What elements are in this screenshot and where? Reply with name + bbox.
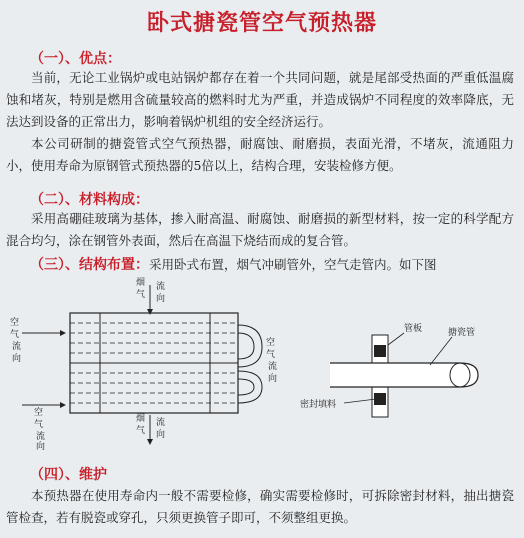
page-title: 卧式搪瓷管空气预热器	[146, 10, 377, 36]
svg-text:向: 向	[156, 430, 166, 440]
air-inlet-top-arrow	[22, 330, 66, 336]
tube-plate-detail	[330, 335, 478, 417]
flue-gas-top-label	[136, 276, 165, 304]
svg-text:气: 气	[136, 290, 146, 300]
svg-text:空: 空	[266, 338, 276, 348]
enamel-tube-label: 搪瓷管	[448, 328, 476, 338]
section-3-inline-text: 采用卧式布置，烟气冲刷管外，空气走管内。如下图	[149, 257, 437, 272]
svg-text:空: 空	[10, 318, 20, 328]
section-4-paragraph-1: 本预热器在使用寿命内一般不需要检修，确实需要检修时，可拆除密封材料，抽出搪瓷管检查，若有脱瓷或穿孔，只须更换管子即可，不须整组更换。	[6, 488, 514, 525]
svg-text:流: 流	[12, 342, 22, 352]
flue-gas-bottom-label	[136, 412, 165, 440]
section-1-paragraph-2: 本公司研制的搪瓷管式空气预热器，耐腐蚀、耐磨损，表面光滑，不堵灰，流通阻力小，使用寿命为原钢管式预热器的5倍以上，结构合理，安装检修方便。	[6, 136, 514, 173]
section-2-heading: （二）、材料构成：	[30, 192, 149, 208]
section-1-paragraph-1: 当前，无论工业锅炉或电站锅炉都存在着一个共同问题，就是尾部受热面的严重低温腐蚀和堵灰，特别是燃用含硫量较高的燃料时尤为严重，并造成锅炉不同程度的效率降底，无法达到设备的正常出力，影响着锅炉机组的安全经济运行。	[6, 70, 514, 129]
air-inlet-top-label	[10, 316, 21, 364]
svg-text:烟: 烟	[136, 414, 146, 424]
flue-gas-bottom-arrow	[147, 415, 153, 445]
air-outlet-label	[266, 336, 277, 384]
tube-plate-label: 管板	[404, 324, 423, 334]
seal-material-label: 密封填料	[300, 400, 337, 410]
seal-material-leader	[344, 399, 376, 403]
section-3-heading	[30, 254, 437, 274]
flue-gas-top-arrow	[147, 285, 153, 315]
preheater-body	[70, 313, 238, 413]
svg-text:气: 气	[34, 420, 44, 430]
svg-text:气: 气	[10, 330, 20, 340]
svg-text:流: 流	[156, 282, 166, 292]
svg-text:气: 气	[266, 350, 276, 360]
tube-plate-leader	[388, 333, 404, 345]
enamel-tube-leader	[430, 337, 452, 365]
air-inlet-bottom-label	[34, 406, 45, 450]
svg-text:向: 向	[268, 374, 278, 384]
svg-text:流: 流	[36, 432, 46, 442]
svg-text:向: 向	[156, 294, 166, 304]
section-2-paragraph-1: 采用高硼硅玻璃为基体，掺入耐高温、耐腐蚀、耐磨损的新型材料，按一定的科学配方混合均匀，涂在钢管外表面，然后在高温下烧结而成的复合管。	[6, 211, 514, 248]
air-inlet-bottom-arrow	[22, 402, 66, 408]
svg-text:流: 流	[268, 362, 278, 372]
section-4-heading: （四）、维护	[30, 467, 107, 483]
section-3-heading-text: （三）、结构布置：	[30, 257, 149, 273]
return-bend	[238, 325, 262, 403]
svg-text:气: 气	[136, 426, 146, 436]
svg-text:流: 流	[156, 418, 166, 428]
svg-text:烟: 烟	[136, 278, 146, 288]
svg-text:向: 向	[12, 354, 22, 364]
preheater-structure-diagram	[0, 275, 524, 450]
section-1-heading: （一）、优点：	[30, 51, 121, 67]
svg-text:向: 向	[36, 442, 46, 450]
svg-text:空: 空	[34, 408, 44, 418]
